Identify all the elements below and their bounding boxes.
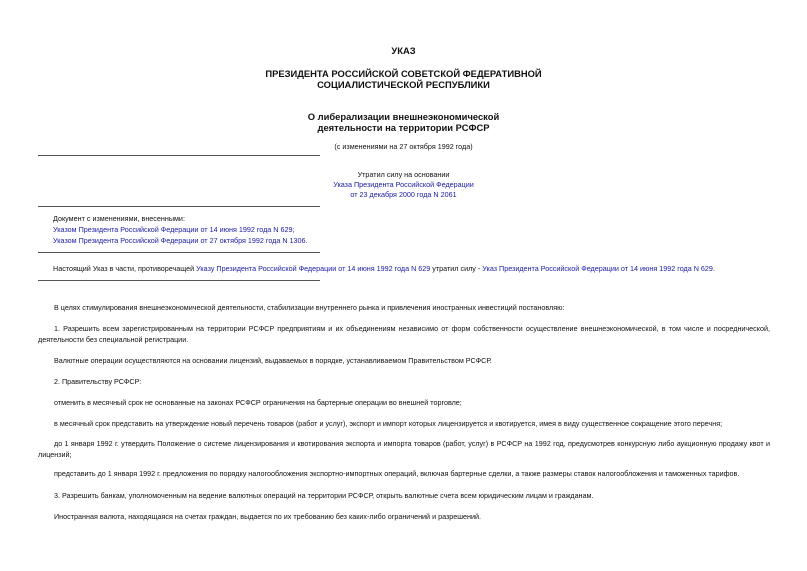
note-text: утратил силу -	[430, 264, 483, 273]
preamble-paragraph: В целях стимулирования внешнеэкономической деятельности, стабилизации внутреннего рынка и привлечения иностранных инвестиций постановляю:	[54, 303, 565, 312]
doc-title-line1: О либерализации внешнеэкономической	[307, 111, 500, 122]
repeal-link-line2[interactable]: от 23 декабря 2000 года N 2061	[350, 190, 457, 199]
paragraph-1: 1. Разрешить всем зарегистрированным на территории РСФСР предприятиям и их объединениям независимо от форм собственности осуществление внешнеэкономической, в том числе и посреднической, деятельности без специальной регистрации.	[38, 324, 770, 344]
amendment-note: (с изменениями на 27 октября 1992 года)	[334, 142, 473, 151]
changes-label: Документ с изменениями, внесенными:	[53, 214, 185, 223]
divider	[38, 206, 320, 207]
note-text: Настоящий Указ в части, противоречащей	[53, 264, 197, 273]
changes-link-1306[interactable]: Указом Президента Российской Федерации от 27 октября 1992 года N 1306.	[53, 236, 308, 245]
note-text: .	[712, 264, 715, 273]
divider	[38, 280, 320, 281]
issuer-heading-line1: ПРЕЗИДЕНТА РОССИЙСКОЙ СОВЕТСКОЙ ФЕДЕРАТИВНОЙ	[265, 68, 542, 79]
note-link-1[interactable]: Указу Президента Российской Федерации от 14 июня 1992 года N 629	[196, 264, 431, 273]
repeal-link-line1[interactable]: Указа Президента Российской Федерации	[333, 180, 474, 189]
paragraph-3b: Иностранная валюта, находящаяся на счетах граждан, выдается по их требованию без каких-либо ограничений и разрешений.	[54, 512, 482, 521]
paragraph-2c: до 1 января 1992 г. утвердить Положение о системе лицензирования и квотирования экспорта и импорта товаров (работ, услуг) в РСФСР на 1992 год, предусмотрев конкурсную либо аукционную продажу квот и лицензий;	[38, 439, 770, 459]
doc-type-heading: УКАЗ	[391, 45, 416, 56]
doc-title-line2: деятельности на территории РСФСР	[317, 122, 490, 133]
paragraph-2a: отменить в месячный срок не основанные на законах РСФСР ограничения на бартерные операции во внешней торговле;	[54, 398, 462, 407]
note-link-2[interactable]: Указ Президента Российской Федерации от 14 июня 1992 года N 629	[482, 264, 713, 273]
changes-link-629[interactable]: Указом Президента Российской Федерации от 14 июня 1992 года N 629;	[53, 225, 295, 234]
partial-repeal-note	[53, 264, 715, 274]
divider	[38, 252, 320, 253]
paragraph-2b: в месячный срок представить на утверждение новый перечень товаров (работ и услуг), экспорт и импорт которых лицензируется и квотируется, имея в виду существенное сокращение этого перечня;	[54, 419, 723, 428]
divider	[38, 155, 320, 156]
paragraph-1b: Валютные операции осуществляются на основании лицензий, выдаваемых в порядке, устанавливаемом Правительством РСФСР.	[54, 356, 492, 365]
paragraph-2: 2. Правительству РСФСР:	[54, 377, 142, 386]
repeal-label: Утратил силу на основании	[357, 170, 450, 179]
paragraph-2d: представить до 1 января 1992 г. предложения по порядку налогообложения экспортно-импортных операций, включая бартерные сделки, а также размеры ставок налогообложения и таможенных тарифов.	[54, 469, 740, 478]
issuer-heading-line2: СОЦИАЛИСТИЧЕСКОЙ РЕСПУБЛИКИ	[317, 79, 490, 90]
paragraph-3: 3. Разрешить банкам, уполномоченным на ведение валютных операций на территории РСФСР, открыть валютные счета всем юридическим лицам и гражданам.	[54, 491, 594, 500]
